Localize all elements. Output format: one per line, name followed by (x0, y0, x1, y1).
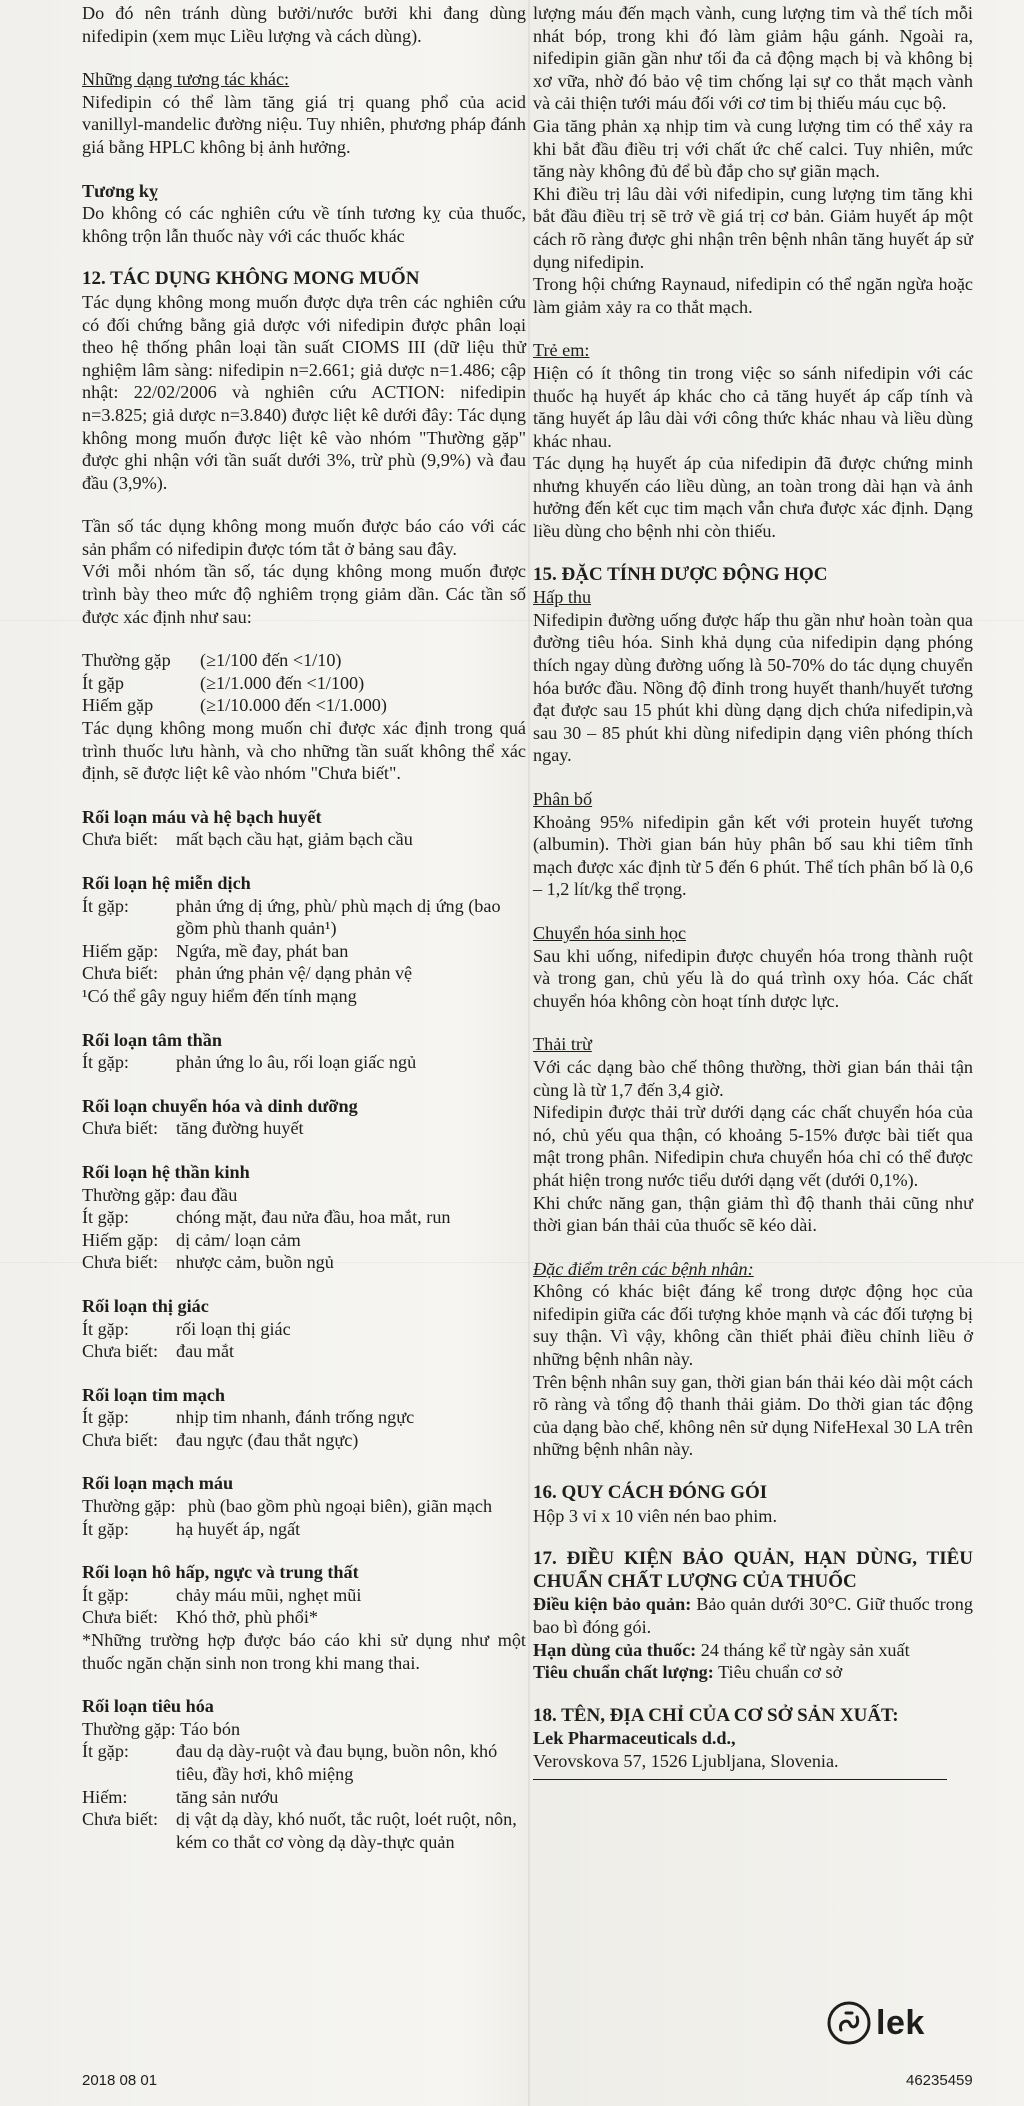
special-populations-title: Đặc điểm trên các bệnh nhân: (533, 1258, 754, 1279)
blood-disorders-title: Rối loạn máu và hệ bạch huyết (82, 806, 322, 827)
section-12-paragraph: Tác dụng không mong muốn được dựa trên các nghiên cứu có đối chứng bằng giả dược với nifedipin được phân loại theo hệ thống phân loại tần suất CIOMS III (dữ liệu thử nghiệm lâm sàng: nifedipin n=2.661; giả dược n=1.486; cập nhật: 22/02/2006 và nghiên cứu ACTION: nifedipin n=3.825; giả dược n=3.840) được liệt kê dưới đây: Tác dụng không mong muốn được liệt kê vào nhóm "Thường gặp" được ghi nhận với tần suất dưới 3%, trừ phù (9,9%) và đau đầu (3,9%). (82, 291, 526, 493)
incompatibility-text: Do không có các nghiên cứu về tính tương kỵ của thuốc, không trộn lẫn thuốc này với các thuốc khác (82, 203, 526, 246)
section-15-title: 15. ĐẶC TÍNH DƯỢC ĐỘNG HỌC (533, 563, 828, 585)
biotransformation-title: Chuyển hóa sinh học (533, 922, 687, 943)
eye-disorders-title: Rối loạn thị giác (82, 1295, 209, 1316)
leaflet-code: 46235459 (906, 2072, 973, 2089)
absorption-title: Hấp thu (533, 587, 592, 608)
footnote: ¹Có thể gây nguy hiểm đến tính mạng (82, 985, 357, 1006)
children-title: Trẻ em: (533, 340, 590, 361)
effect-row: Ít gặp: nhịp tim nhanh, đánh trống ngực (82, 1407, 415, 1428)
elimination-paragraph: Khi chức năng gan, thận giảm thì độ thanh thải cũng như thời gian bán thải của thuốc sẽ kéo dài. (533, 1192, 973, 1236)
effect-row: Hiếm: tăng sản nướu (82, 1786, 279, 1807)
elimination-paragraph: Với các dạng bào chế thông thường, thời gian bán thải tận cùng là từ 1,7 đến 3,4 giờ. (533, 1056, 973, 1100)
pharmacodynamics-paragraph: Trong hội chứng Raynaud, nifedipin có thể ngăn ngừa hoặc làm giảm xảy ra co thắt mạch. (533, 274, 973, 317)
section-12-paragraph: Tác dụng không mong muốn chỉ được xác định trong quá trình thuốc lưu hành, và cho những tần suất không thể xác định, sẽ được liệt kê vào nhóm "Chưa biết". (82, 718, 526, 784)
elimination-paragraph: Nifedipin được thải trừ dưới dạng các chất chuyển hóa của nó, chủ yếu qua thận, có khoảng 5-15% được bài tiết qua mật trong phân. Nifedipin chưa chuyển hóa chỉ có thể được phát hiện trong nước tiểu dưới dạng vết (dưới 0,1%). (533, 1102, 973, 1190)
gi-disorders-title: Rối loạn tiêu hóa (82, 1696, 214, 1717)
effect-row: Chưa biết: đau ngực (đau thắt ngực) (82, 1429, 359, 1450)
other-interactions-title: Những dạng tương tác khác: (82, 69, 290, 90)
metabolism-disorders-title: Rối loạn chuyển hóa và dinh dưỡng (82, 1095, 358, 1116)
children-paragraph: Tác dụng hạ huyết áp của nifedipin đã được chứng minh nhưng khuyến cáo liều dùng, an toàn trong dài hạn và ảnh hưởng đến kết cục tim mạch vẫn chưa được xác định. Dạng liều dùng cho bệnh nhi còn thiếu. (533, 453, 973, 542)
effect-row: Thường gặp: phù (bao gồm phù ngoại biên), giãn mạch (82, 1496, 493, 1517)
effect-row: Ít gặp: đau dạ dày-ruột và đau bụng, buồn nôn, khó tiêu, đầy hơi, khô miệng (82, 1741, 498, 1784)
pharmacodynamics-paragraph: lượng máu đến mạch vành, cung lượng tim và thể tích mỗi nhát bóp, trong khi đó làm giảm hậu gánh. Ngoài ra, nifedipin giãn gần như tối đa cả động mạch bị và không bị xơ vữa, nhờ đó bảo vệ tim chống lại sự co thắt mạch vành và cải thiện tưới máu đối với cơ tim bị thiếu máu cục bộ. (533, 3, 973, 114)
frequency-row: Hiếm gặp (≥1/10.000 đến <1/1.000) (82, 695, 387, 716)
manufacturer-address: Verovskova 57, 1526 Ljubljana, Slovenia. (533, 1750, 839, 1771)
other-interactions-text: Nifedipin có thể làm tăng giá trị quang phổ của acid vanillyl-mandelic đường niệu. Tuy nhiên, phương pháp đánh giá bằng HPLC không bị ảnh hưởng. (82, 91, 526, 157)
biotransformation-text: Sau khi uống, nifedipin được chuyển hóa trong thành ruột và trong gan, chủ yếu là do quá trình oxy hóa. Các chất chuyển hóa không còn hoạt tính dược lực. (533, 945, 973, 1011)
section-16-title: 16. QUY CÁCH ĐÓNG GÓI (533, 1482, 768, 1504)
effect-row: Chưa biết: dị vật dạ dày, khó nuốt, tắc ruột, loét ruột, nôn, kém co thắt cơ vòng dạ dày-thực quản (82, 1809, 517, 1852)
special-populations-paragraph: Trên bệnh nhân suy gan, thời gian bán thải kéo dài một cách rõ ràng và tổng độ thanh thải giảm. Do thời gian tác động của dạng bào chế, không nên sử dụng NifeHexal 30 LA trên những bệnh nhân này. (533, 1371, 973, 1460)
quality-standard: Tiêu chuẩn chất lượng: Tiêu chuẩn cơ sở (533, 1662, 843, 1683)
pharmacodynamics-paragraph: Khi điều trị lâu dài với nifedipin, cung lượng tim tăng khi bắt đầu điều trị sẽ trở về giá trị cơ bản. Giảm huyết áp một cách rõ ràng được ghi nhận trên bệnh nhân tăng huyết áp sử dụng nifedipin. (533, 183, 973, 272)
left-column (82, 2, 526, 1853)
elimination-title: Thải trừ (533, 1034, 592, 1055)
fold-crease (528, 0, 530, 2106)
absorption-text: Nifedipin đường uống được hấp thu gần như hoàn toàn qua đường tiêu hóa. Sinh khả dụng của nifedipin dạng phóng thích ngay dùng đường uống là 50-70% do tác dụng chuyển hóa bước đầu. Nồng độ đỉnh trong huyết thanh/huyết tương đạt được sau 15 phút khi dùng dạng dịch chứa nifedipin,và sau 30 – 85 phút khi dùng nifedipin dạng viên phóng thích ngay. (533, 609, 973, 766)
effect-row: Ít gặp: chảy máu mũi, nghẹt mũi (82, 1584, 362, 1605)
psychiatric-disorders-title: Rối loạn tâm thần (82, 1029, 222, 1050)
packaging-text: Hộp 3 vỉ x 10 viên nén bao phim. (533, 1505, 777, 1526)
effect-row: Chưa biết: tăng đường huyết (82, 1118, 304, 1139)
section-18-title: 18. TÊN, ĐỊA CHỈ CỦA CƠ SỞ SẢN XUẤT: (533, 1704, 899, 1726)
effect-row: Ít gặp: chóng mặt, đau nửa đầu, hoa mắt, run (82, 1207, 451, 1228)
section-12-paragraph: Với mỗi nhóm tần số, tác dụng không mong muốn được trình bày theo mức độ nghiêm trọng giảm dần. Các tần số được xác định như sau: (82, 561, 526, 627)
effect-row: Thường gặp: đau đầu (82, 1184, 238, 1205)
distribution-text: Khoảng 95% nifedipin gắn kết với protein huyết tương (albumin). Thời gian bán hủy phân bố sau khi tiêm tĩnh mạch được xác định từ 5 đến 6 phút. Thể tích phân bố là 0,6 – 1,2 lít/kg thể trọng. (533, 811, 973, 900)
print-date-code: 2018 08 01 (82, 2072, 158, 2089)
right-column (533, 2, 973, 1780)
special-populations-paragraph: Không có khác biệt đáng kể trong dược động học của nifedipin giữa các đối tượng khỏe mạnh và các đối tượng bị suy thận. Vì vậy, không cần thiết phải điều chỉnh liều ở những bệnh nhân này. (533, 1281, 973, 1370)
shelf-life: Hạn dùng của thuốc: 24 tháng kể từ ngày sản xuất (533, 1639, 910, 1660)
immune-disorders-title: Rối loạn hệ miễn dịch (82, 873, 251, 893)
incompatibility-title: Tương kỵ (82, 180, 159, 201)
frequency-row: Thường gặp (≥1/100 đến <1/10) (82, 650, 342, 671)
section-12-title: 12. TÁC DỤNG KHÔNG MONG MUỐN (82, 268, 420, 290)
manufacturer-name: Lek Pharmaceuticals d.d., (533, 1728, 736, 1749)
effect-row: Ít gặp: phản ứng lo âu, rối loạn giấc ngủ (82, 1052, 417, 1073)
section-12-paragraph: Tần số tác dụng không mong muốn được báo cáo với các sản phẩm có nifedipin được tóm tắt ở bảng sau đây. (82, 516, 526, 559)
lek-logo (826, 2000, 925, 2046)
children-paragraph: Hiện có ít thông tin trong việc so sánh nifedipin với các thuốc hạ huyết áp khác cho cả tăng huyết áp cấp tính và tăng huyết áp lâu dài với công thức khác nhau và liều dùng khác nhau. (533, 362, 973, 451)
cardiac-disorders-title: Rối loạn tim mạch (82, 1384, 225, 1405)
effect-row: Hiếm gặp: dị cảm/ loạn cảm (82, 1229, 301, 1250)
distribution-title: Phân bố (533, 789, 593, 809)
storage-conditions: Điều kiện bảo quản: Bảo quản dưới 30°C. Giữ thuốc trong bao bì đóng gói. (533, 1594, 973, 1637)
effect-row: Chưa biết: phản ứng phản vệ/ dạng phản vệ (82, 963, 413, 984)
interaction-paragraph: Do đó nên tránh dùng bưởi/nước bưởi khi đang dùng nifedipin (xem mục Liều lượng và cách dùng). (82, 3, 526, 46)
pharmacodynamics-paragraph: Gia tăng phản xạ nhịp tim và cung lượng tim có thể xảy ra khi bắt đầu điều trị với chất ức chế calci. Tuy nhiên, mức tăng này không đủ để bù đắp cho sự giãn mạch. (533, 115, 973, 182)
effect-row: Chưa biết: mất bạch cầu hạt, giảm bạch cầu (82, 829, 413, 850)
frequency-row: Ít gặp (≥1/1.000 đến <1/100) (82, 672, 365, 693)
respiratory-disorders-title: Rối loạn hô hấp, ngực và trung thất (82, 1562, 359, 1583)
lek-logo-icon (826, 2000, 872, 2046)
vascular-disorders-title: Rối loạn mạch máu (82, 1473, 234, 1494)
effect-row: Ít gặp: rối loạn thị giác (82, 1318, 291, 1339)
effect-row: Hiếm gặp: Ngứa, mề đay, phát ban (82, 940, 349, 961)
effect-row: Chưa biết: nhược cảm, buồn ngủ (82, 1252, 334, 1273)
effect-row: Chưa biết: Khó thở, phù phổi* (82, 1607, 318, 1628)
nervous-disorders-title: Rối loạn hệ thần kinh (82, 1161, 250, 1182)
footnote: *Những trường hợp được báo cáo khi sử dụng như một thuốc ngăn chặn sinh non trong khi mang thai. (82, 1630, 526, 1673)
effect-row: Ít gặp: hạ huyết áp, ngất (82, 1518, 301, 1539)
section-17-title: 17. ĐIỀU KIỆN BẢO QUẢN, HẠN DÙNG, TIÊU CHUẨN CHẤT LƯỢNG CỦA THUỐC (533, 1548, 973, 1592)
effect-row: Ít gặp: phản ứng dị ứng, phù/ phù mạch dị ứng (bao gồm phù thanh quản¹) (82, 895, 501, 939)
divider (533, 1779, 947, 1780)
lek-logo-text: lek (876, 2003, 925, 2042)
effect-row: Thường gặp: Táo bón (82, 1718, 241, 1739)
effect-row: Chưa biết: đau mắt (82, 1341, 235, 1362)
